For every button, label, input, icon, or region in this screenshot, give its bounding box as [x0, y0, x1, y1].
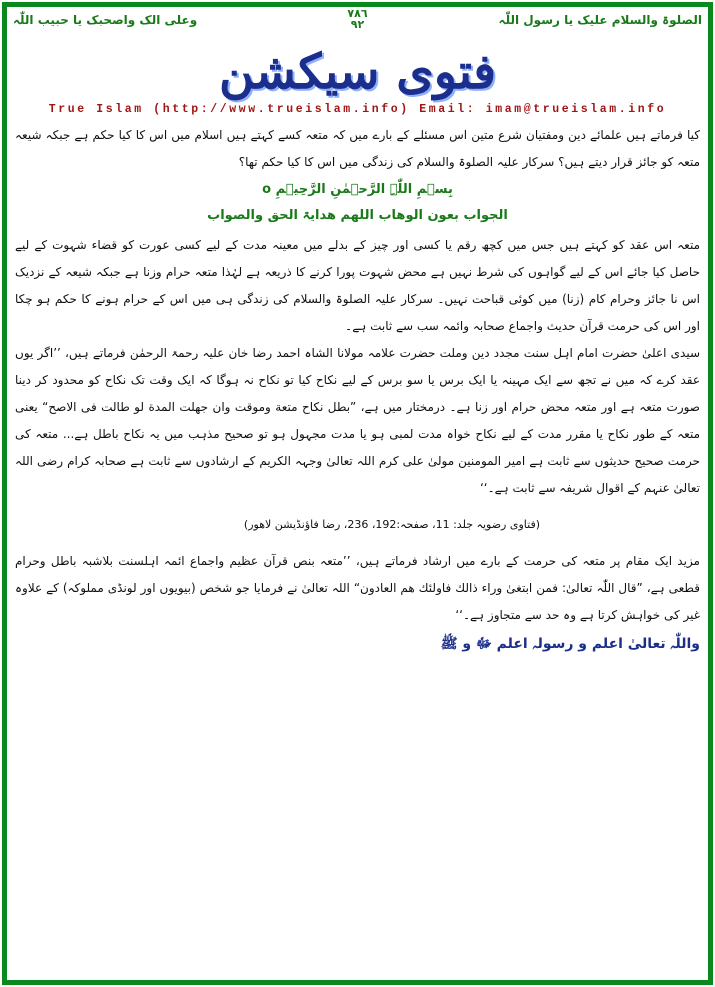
- header-salutation-right: الصلوۃ والسلام علیک یا رسول اللّٰہ: [498, 13, 702, 27]
- contact-line[interactable]: True Islam (http://www.trueislam.info) Email: imam@trueislam.info: [48, 103, 667, 116]
- page-frame: [2, 2, 713, 985]
- fatwa-body: [7, 116, 708, 658]
- answer-paragraph-3: مزید ایک مقام پر متعہ کی حرمت کے بارے میں ارشاد فرماتے ہیں، ’’متعہ بنص قرآن عظیم واجماع ائمہ اہلسنت بلاشبہ باطل وحرام قطعی ہے، ”قال اللّٰہ تعالیٰ: فمن ابتغیٰ وراء ذالك فاولئك ھم العادون“ اللہ تعالیٰ نے فرمایا جو شخص (بیویوں اور لونڈی مملوکہ) کے علاوہ غیر کی خواہش کرتا ہے وہ حد سے متجاوز ہے۔‘‘: [15, 554, 700, 622]
- bismillah: بِسۡمِ اللّٰہِ الرَّحۡمٰنِ الرَّحِیۡمِ o: [262, 182, 453, 197]
- page-title: فتوی سیکشن: [218, 44, 497, 100]
- page-number-bottom: ۹۲: [350, 18, 365, 31]
- header-salutation-left: وعلی الک واصحبک یا حبیب اللّٰہ: [13, 13, 198, 27]
- question-text: کیا فرماتے ہیں علمائے دین ومفتیان شرع متین اس مسئلے کے بارے میں کہ متعہ کسے کہتے ہیں اسلام میں اس کا کیا حکم ہے جبکہ شیعہ متعہ کو جائز قرار دیتے ہیں؟ سرکار علیہ الصلوۃ والسلام کی زندگی میں اس کا کیا حکم تھا؟: [15, 128, 700, 169]
- page-number-top: ٧٨٦: [347, 7, 368, 20]
- answer-heading: الجواب بعون الوھاب اللھم ھدایۃ الحق والصواب: [207, 208, 508, 223]
- answer-paragraph-1: متعہ اس عقد کو کہتے ہیں جس میں کچھ رقم یا کسی اور چیز کے بدلے میں معینہ مدت کے لیے کسی عورت کو قضاء شہوت کے لیے حاصل کیا جائے اس کے لیے گواہوں کی شرط نہیں ہے محض شہوت پورا کرنے کا ذریعہ ہے لہٰذا متعہ حرام وزنا ہے جبکہ شیعہ کے نزدیک اس نا جائز وحرام کام (زنا) میں کوئی قباحت نہیں۔ سرکار علیہ الصلوۃ والسلام کی زندگی ہی میں اس کے حرام ہونے کا حکم ہو چکا اور اس کی حرمت قرآن حدیث واجماع صحابہ وائمہ سب سے ثابت ہے۔: [15, 238, 700, 333]
- closing-statement: واللّٰہ تعالیٰ اعلم و رسولہ اعلم ﷻ و ﷺ: [440, 636, 700, 652]
- reference-citation: (فتاوی رضویہ جلد: 11، صفحہ:192، 236، رضا فاؤنڈیشن لاھور): [243, 518, 540, 531]
- page-header: [7, 7, 708, 47]
- page-number: [347, 8, 367, 30]
- answer-paragraph-2: سیدی اعلیٰ حضرت امام اہل سنت مجدد دین وملت حضرت علامہ مولانا الشاہ احمد رضا خان علیہ رحمۃ الرحمٰن فرماتے ہیں، ’’اگر یوں عقد کرے کہ میں نے تجھ سے ایک مہینہ یا ایک برس یا سو برس کے لیے نکاح کیا تو نکاح نہ ہوگا کہ ایک وقت تک نکاح کو محدود کر دینا صورت متعہ ہے اور متعہ محض حرام اور زنا ہے۔ درمختار میں ہے، ”بطل نکاح متعة وموقت وان جھلت المدة لو طالت فی الاصح“ یعنی متعہ کے طور نکاح یا مقرر مدت کے لیے نکاح خواہ مدت لمبی ہو یا مدت مجہول ہو تو صحیح مذہب میں یہ نکاح باطل ہے... متعہ کی حرمت صحیح حدیثوں سے ثابت ہے امیر المومنین مولیٰ علی کرم اللہ تعالیٰ وجہہ الکریم کے ارشادوں سے ثابت ہے صحابہ کرام رضی اللہ تعالیٰ عنہم کے اقوال شریفہ سے ثابت ہے۔‘‘: [15, 346, 700, 495]
